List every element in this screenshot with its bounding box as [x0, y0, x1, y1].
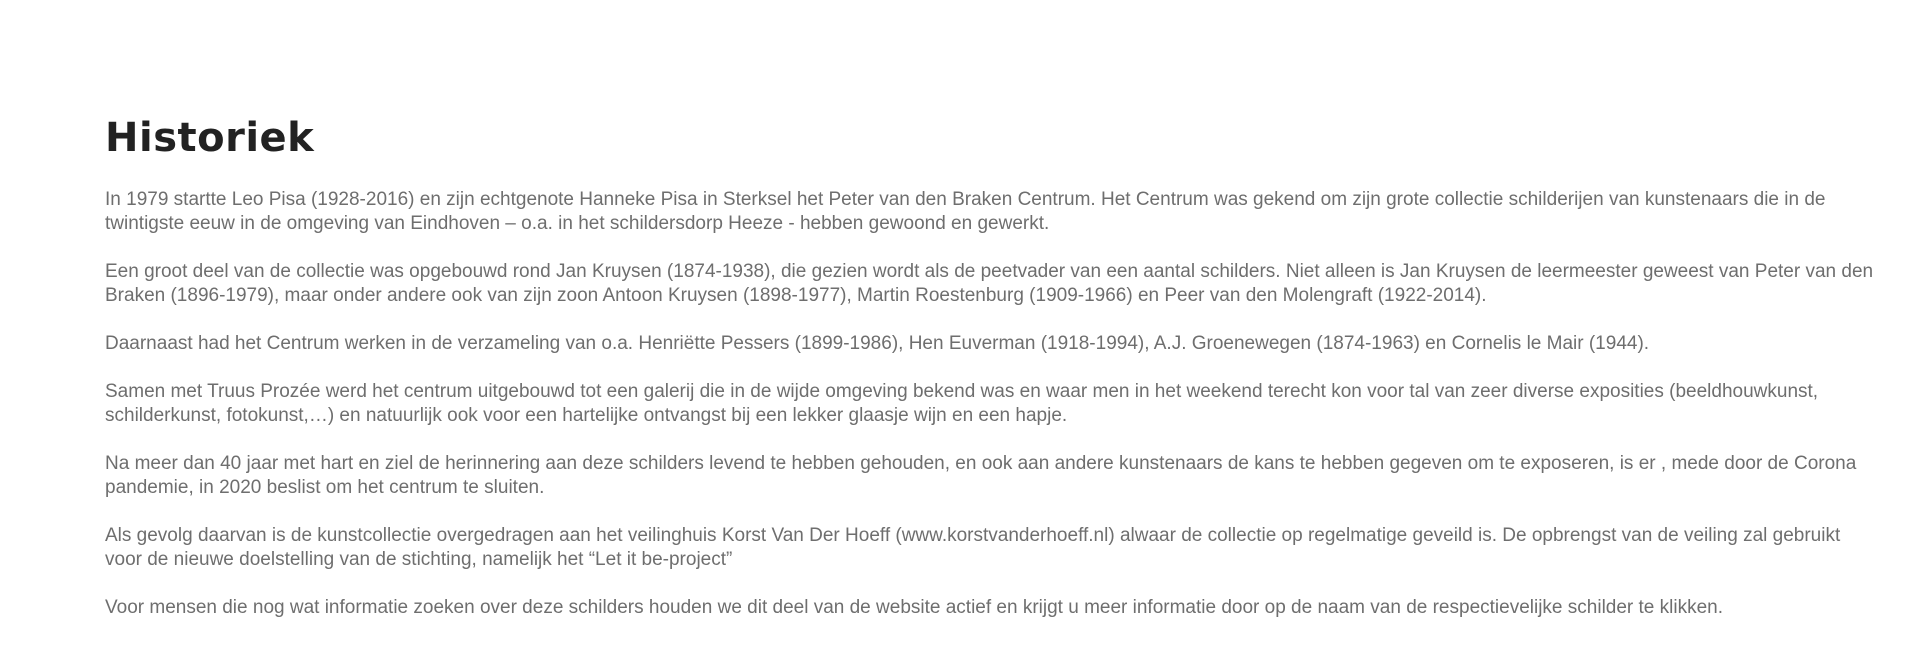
paragraph-auction: Als gevolg daarvan is de kunstcollectie overgedragen aan het veilinghuis Korst Van Der Hoeff (www.korstvanderhoeff.nl) alwaar de collectie op regelmatige geveild is. De opbrengst van de veiling zal gebruikt voor de nieuwe doelstelling van de stichting, namelijk het “Let it be-project” [105, 525, 1841, 570]
paragraph-closing: Na meer dan 40 jaar met hart en ziel de herinnering aan deze schilders levend te hebben gehouden, en ook aan andere kunstenaars de kans te hebben gegeven om te exposeren, is er , mede door de Corona pandemie, in 2020 beslist om het centrum te sluiten. [105, 453, 1857, 498]
paragraph-gallery: Samen met Truus Prozée werd het centrum uitgebouwd tot een galerij die in de wijde omgeving bekend was en waar men in het weekend terecht kon voor tal van zeer diverse exposities (beeldhouwkunst, schilderkunst, fotokunst,…) en natuurlijk ook voor een hartelijke ontvangst bij een lekker glaasje wijn en een hapje. [105, 381, 1819, 426]
page-title: Historiek [105, 115, 315, 161]
paragraph-collection: Een groot deel van de collectie was opgebouwd rond Jan Kruysen (1874-1938), die gezien wordt als de peetvader van een aantal schilders. Niet alleen is Jan Kruysen de leermeester geweest van Peter van den Braken (1896-1979), maar onder andere ook van zijn zoon Antoon Kruysen (1898-1977), Martin Roestenburg (1909-1966) en Peer van den Molengraft (1922-2014). [105, 261, 1874, 306]
paragraph-other-works: Daarnaast had het Centrum werken in de verzameling van o.a. Henriëtte Pessers (1899-1986), Hen Euverman (1918-1994), A.J. Groenewegen (1874-1963) en Cornelis le Mair (1944). [105, 333, 1650, 354]
main-content [105, 108, 1880, 644]
paragraph-more-info: Voor mensen die nog wat informatie zoeken over deze schilders houden we dit deel van de website actief en krijgt u meer informatie door op de naam van de respectievelijke schilder te klikken. [105, 597, 1724, 618]
paragraph-founding: In 1979 startte Leo Pisa (1928-2016) en zijn echtgenote Hanneke Pisa in Sterksel het Peter van den Braken Centrum. Het Centrum was gekend om zijn grote collectie schilderijen van kunstenaars die in de twintigste eeuw in de omgeving van Eindhoven – o.a. in het schildersdorp Heeze - hebben gewoond en gewerkt. [105, 189, 1826, 234]
